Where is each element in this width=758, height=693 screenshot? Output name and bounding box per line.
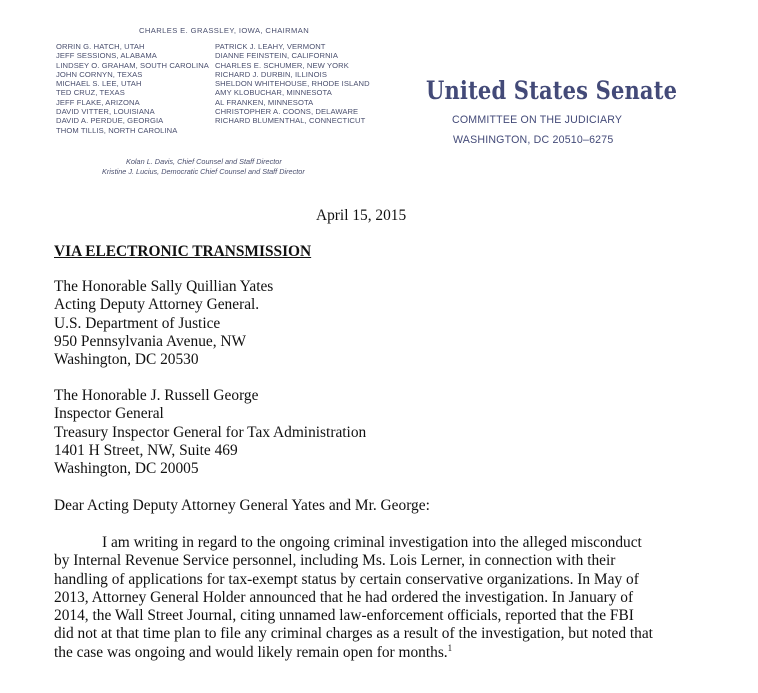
body-paragraph	[54, 534, 714, 662]
address-line: The Honorable Sally Quillian Yates	[54, 278, 274, 295]
address-line: Washington, DC 20530	[54, 351, 199, 369]
member-name: LINDSEY O. GRAHAM, SOUTH CAROLINA	[56, 60, 209, 70]
member-name: PATRICK J. LEAHY, VERMONT	[215, 42, 326, 51]
paragraph-line: the case was ongoing and would likely remain open for months.	[54, 643, 448, 661]
recipient-address-1	[54, 278, 273, 369]
paragraph-line: 2014, the Wall Street Journal, citing unnamed law-enforcement officials, reported that the FBI	[54, 607, 634, 625]
address-line: U.S. Department of Justice	[54, 314, 221, 332]
member-name: RICHARD J. DURBIN, ILLINOIS	[215, 69, 327, 79]
address-line: Treasury Inspector General for Tax Administration	[54, 423, 367, 441]
paragraph-line-last	[54, 644, 714, 662]
member-name: DAVID VITTER, LOUISIANA	[56, 107, 155, 117]
member-name: DIANNE FEINSTEIN, CALIFORNIA	[215, 51, 339, 61]
salutation: Dear Acting Deputy Attorney General Yates and Mr. George:	[54, 497, 430, 514]
address-line: Acting Deputy Attorney General.	[54, 296, 260, 314]
letterhead	[0, 0, 758, 190]
transmission-heading: VIA ELECTRONIC TRANSMISSION	[54, 243, 312, 260]
member-name: SHELDON WHITEHOUSE, RHODE ISLAND	[215, 79, 370, 89]
address-line: Washington, DC 20005	[54, 460, 199, 478]
member-name: THOM TILLIS, NORTH CAROLINA	[56, 125, 178, 135]
majority-members-list	[56, 42, 209, 135]
member-name: MICHAEL S. LEE, UTAH	[56, 79, 142, 89]
address-line: 950 Pennsylvania Avenue, NW	[54, 332, 247, 350]
member-name: JEFF FLAKE, ARIZONA	[56, 97, 140, 107]
minority-members-list	[215, 42, 370, 126]
democratic-counsel-line: Kristine J. Lucius, Democratic Chief Counsel and Staff Director	[102, 167, 305, 176]
member-name: DAVID A. PERDUE, GEORGIA	[56, 116, 164, 126]
address-line: 1401 H Street, NW, Suite 469	[54, 441, 238, 459]
footnote-reference[interactable]: 1	[447, 642, 453, 653]
paragraph-line: I am writing in regard to the ongoing criminal investigation into the alleged misconduct	[102, 534, 642, 551]
committee-address: WASHINGTON, DC 20510–6275	[453, 134, 614, 146]
recipient-address-2	[54, 387, 366, 478]
member-name: AL FRANKEN, MINNESOTA	[215, 97, 314, 107]
member-name: CHARLES E. SCHUMER, NEW YORK	[215, 60, 349, 70]
member-name: ORRIN G. HATCH, UTAH	[56, 42, 145, 51]
member-name: RICHARD BLUMENTHAL, CONNECTICUT	[215, 116, 366, 126]
paragraph-line: did not at that time plan to file any criminal charges as a result of the investigation, but noted that	[54, 625, 653, 643]
member-name: JEFF SESSIONS, ALABAMA	[56, 51, 157, 61]
paragraph-line: handling of applications for tax-exempt status by certain conservative organizations. In May of	[54, 570, 639, 588]
senate-title: United States Senate	[426, 76, 678, 105]
member-name: JOHN CORNYN, TEXAS	[56, 69, 143, 79]
member-name: CHRISTOPHER A. COONS, DELAWARE	[215, 107, 359, 117]
member-name: AMY KLOBUCHAR, MINNESOTA	[215, 88, 332, 98]
address-line: Inspector General	[54, 405, 164, 423]
paragraph-line: by Internal Revenue Service personnel, including Ms. Lois Lerner, in connection with their	[54, 552, 616, 570]
paragraph-line: 2013, Attorney General Holder announced that he had ordered the investigation. In January of	[54, 588, 634, 606]
chief-counsel-line: Kolan L. Davis, Chief Counsel and Staff Director	[126, 157, 282, 166]
address-line: The Honorable J. Russell George	[54, 387, 259, 404]
letter-date: April 15, 2015	[316, 207, 407, 224]
member-name: TED CRUZ, TEXAS	[56, 88, 125, 98]
committee-name: COMMITTEE ON THE JUDICIARY	[452, 114, 623, 126]
chairman-line: CHARLES E. GRASSLEY, IOWA, CHAIRMAN	[139, 26, 310, 35]
